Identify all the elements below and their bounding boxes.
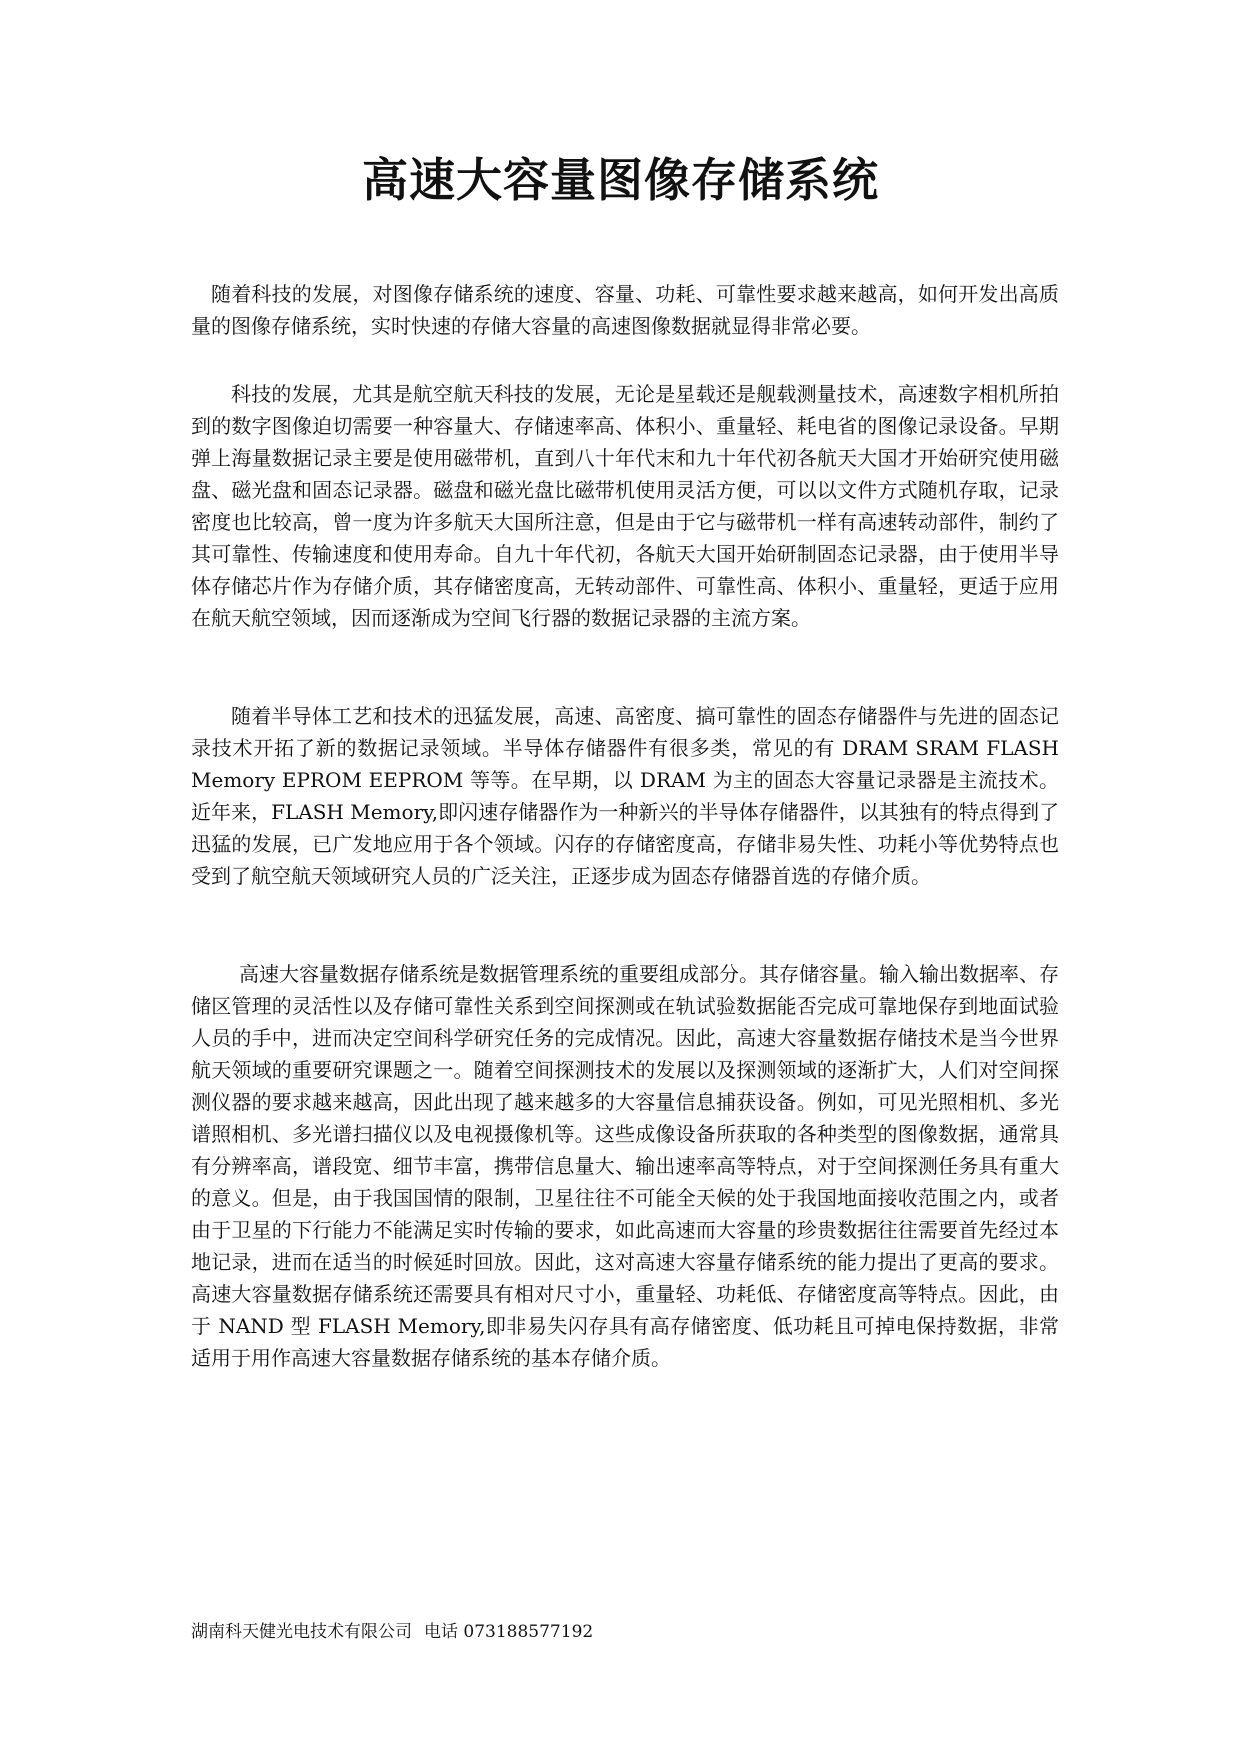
paragraph-aerospace-background: 科技的发展，尤其是航空航天科技的发展，无论是星载还是舰载测量技术，高速数字相机所拍到的数字图像迫切需要一种容量大、存储速率高、体积小、重量轻、耗电省的图像记录设备。早期弹上海量数据记录主要是使用磁带机，直到八十年代末和九十年代初各航天大国才开始研究使用磁盘、磁光盘和固态记录器。磁盘和磁光盘比磁带机使用灵活方便，可以以文件方式随机存取，记录密度也比较高，曾一度为许多航天大国所注意，但是由于它与磁带机一样有高速转动部件，制约了其可靠性、传输速度和使用寿命。自九十年代初，各航天大国开始研制固态记录器，由于使用半导体存储芯片作为存储介质，其存储密度高，无转动部件、可靠性高、体积小、重量轻，更适于应用在航天航空领域，因而逐渐成为空间飞行器的数据记录器的主流方案。 [191, 382, 1059, 630]
paragraph-semiconductor-storage: 随着半导体工艺和技术的迅猛发展，高速、高密度、搞可靠性的固态存储器件与先进的固态记录技术开拓了新的数据记录领域。半导体存储器件有很多类，常见的有 DRAM SRAM FLASH Memory EPROM EEPROM 等等。在早期，以 DRAM 为主的固态大容量记录器是主流技术。近年来，FLASH Memory,即闪速存储器作为一种新兴的半导体存储器件，以其独有的特点得到了迅猛的发展，已广发地应用于各个领域。闪存的存储密度高，存储非易失性、功耗小等优势特点也受到了航空航天领域研究人员的广泛关注，正逐步成为固态存储器首选的存储介质。 [191, 704, 1059, 888]
footer-company: 湖南科天健光电技术有限公司 [191, 1622, 412, 1642]
paragraph-intro: 随着科技的发展，对图像存储系统的速度、容量、功耗、可靠性要求越来越高，如何开发出高质量的图像存储系统，实时快速的存储大容量的高速图像数据就显得非常必要。 [191, 282, 1059, 338]
footer-phone: 电话 073188577192 [424, 1622, 594, 1642]
page-footer [191, 1620, 593, 1644]
paragraph-storage-system: 高速大容量数据存储系统是数据管理系统的重要组成部分。其存储容量。输入输出数据率、存储区管理的灵活性以及存储可靠性关系到空间探测或在轨试验数据能否完成可靠地保存到地面试验人员的手中，进而决定空间科学研究任务的完成情况。因此，高速大容量数据存储技术是当今世界航天领域的重要研究课题之一。随着空间探测技术的发展以及探测领域的逐渐扩大，人们对空间探测仪器的要求越来越高，因此出现了越来越多的大容量信息捕获设备。例如，可见光照相机、多光谱照相机、多光谱扫描仪以及电视摄像机等。这些成像设备所获取的各种类型的图像数据，通常具有分辨率高，谱段宽、细节丰富，携带信息量大、输出速率高等特点，对于空间探测任务具有重大的意义。但是，由于我国国情的限制，卫星往往不可能全天候的处于我国地面接收范围之内，或者由于卫星的下行能力不能满足实时传输的要求，如此高速而大容量的珍贵数据往往需要首先经过本地记录，进而在适当的时候延时回放。因此，这对高速大容量存储系统的能力提出了更高的要求。高速大容量数据存储系统还需要具有相对尺寸小，重量轻、功耗低、存储密度高等特点。因此，由于 NAND 型 FLASH Memory,即非易失闪存具有高存储密度、低功耗且可掉电保持数据，非常适用于用作高速大容量数据存储系统的基本存储介质。 [191, 962, 1059, 1370]
document-title: 高速大容量图像存储系统 [362, 153, 879, 207]
